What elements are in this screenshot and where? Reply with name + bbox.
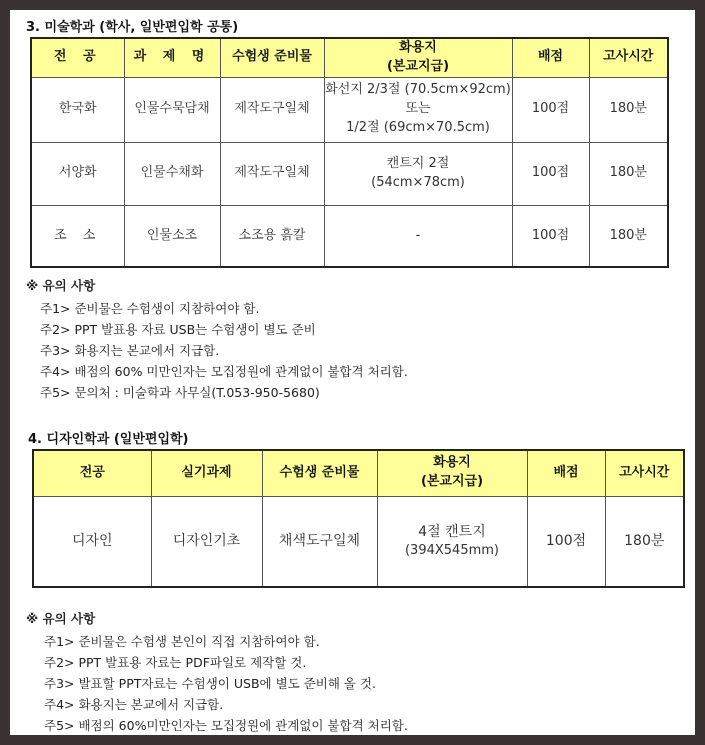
table-header-row [31,38,668,77]
note-item: 주3> 발표할 PPT자료는 수험생이 USB에 별도 준비해 올 것. [44,676,376,691]
header-materials: 수험생 준비물 [220,38,324,77]
section4-title: 4. 디자인학과 (일반편입학) [28,432,189,447]
cell-score: 100점 [512,205,589,267]
cell-major: 한국화 [31,77,124,142]
header-time: 고사시간 [605,450,684,496]
header-score: 배점 [512,38,589,77]
header-task: 실기과제 [151,450,262,496]
design-exam-table [32,449,685,588]
section4-notes [26,609,408,736]
cell-paper: 캔트지 2절 (54cm×78cm) [324,142,512,205]
note-item: 주1> 준비물은 수험생 본인이 직접 지참하여야 함. [44,634,320,649]
header-score: 배점 [527,450,605,496]
section3-title: 3. 미술학과 (학사, 일반편입학 공통) [26,20,239,35]
cell-task: 인물소조 [124,205,220,267]
header-major: 전 공 [31,38,124,77]
notes-title: ※ 유의 사항 [26,278,96,293]
table-row [33,496,684,587]
note-item: 주2> PPT 발표용 자료는 PDF파일로 제작할 것. [44,655,307,670]
cell-task: 인물수묵담채 [124,77,220,142]
cell-major: 서양화 [31,142,124,205]
cell-paper: - [324,205,512,267]
cell-score: 100점 [512,77,589,142]
note-item: 주3> 화용지는 본교에서 지급함. [40,343,220,358]
notes-title: ※ 유의 사항 [26,611,96,626]
header-major: 전공 [33,450,151,496]
cell-paper: 화선지 2/3절 (70.5cm×92cm) 또는 1/2절 (69cm×70.5cm) [324,77,512,142]
cell-major: 디자인 [33,496,151,587]
cell-score: 100점 [527,496,605,587]
art-exam-table [30,37,669,268]
cell-time: 180분 [605,496,684,587]
header-time: 고사시간 [589,38,668,77]
note-item: 주4> 화용지는 본교에서 지급함. [44,697,224,712]
cell-time: 180분 [589,142,668,205]
section3-notes [26,276,408,403]
note-item: 주4> 배점의 60% 미만인자는 모집정원에 관계없이 불합격 처리함. [40,364,408,379]
cell-materials: 제작도구일체 [220,142,324,205]
header-paper: 화용지 (본교지급) [377,450,527,496]
cell-materials: 제작도구일체 [220,77,324,142]
table-row [31,142,668,205]
table-header-row [33,450,684,496]
cell-time: 180분 [589,77,668,142]
table-row [31,205,668,267]
cell-task: 디자인기초 [151,496,262,587]
cell-materials: 채색도구일체 [262,496,377,587]
cell-time: 180분 [589,205,668,267]
note-item: 주1> 준비물은 수험생이 지참하여야 함. [40,301,260,316]
header-paper: 화용지 (본교지급) [324,38,512,77]
cell-major: 조 소 [31,205,124,267]
cell-paper: 4절 캔트지 (394X545mm) [377,496,527,587]
note-item: 주5> 문의처 : 미술학과 사무실(T.053-950-5680) [40,385,320,400]
header-task: 과 제 명 [124,38,220,77]
table-row [31,77,668,142]
header-materials: 수험생 준비물 [262,450,377,496]
note-item: 주2> PPT 발표용 자료 USB는 수험생이 별도 준비 [40,322,316,337]
note-item: 주5> 배점의 60%미만인자는 모집정원에 관계없이 불합격 처리함. [44,718,408,733]
cell-score: 100점 [512,142,589,205]
document-page [10,10,695,735]
cell-task: 인물수채화 [124,142,220,205]
cell-materials: 소조용 흙칼 [220,205,324,267]
